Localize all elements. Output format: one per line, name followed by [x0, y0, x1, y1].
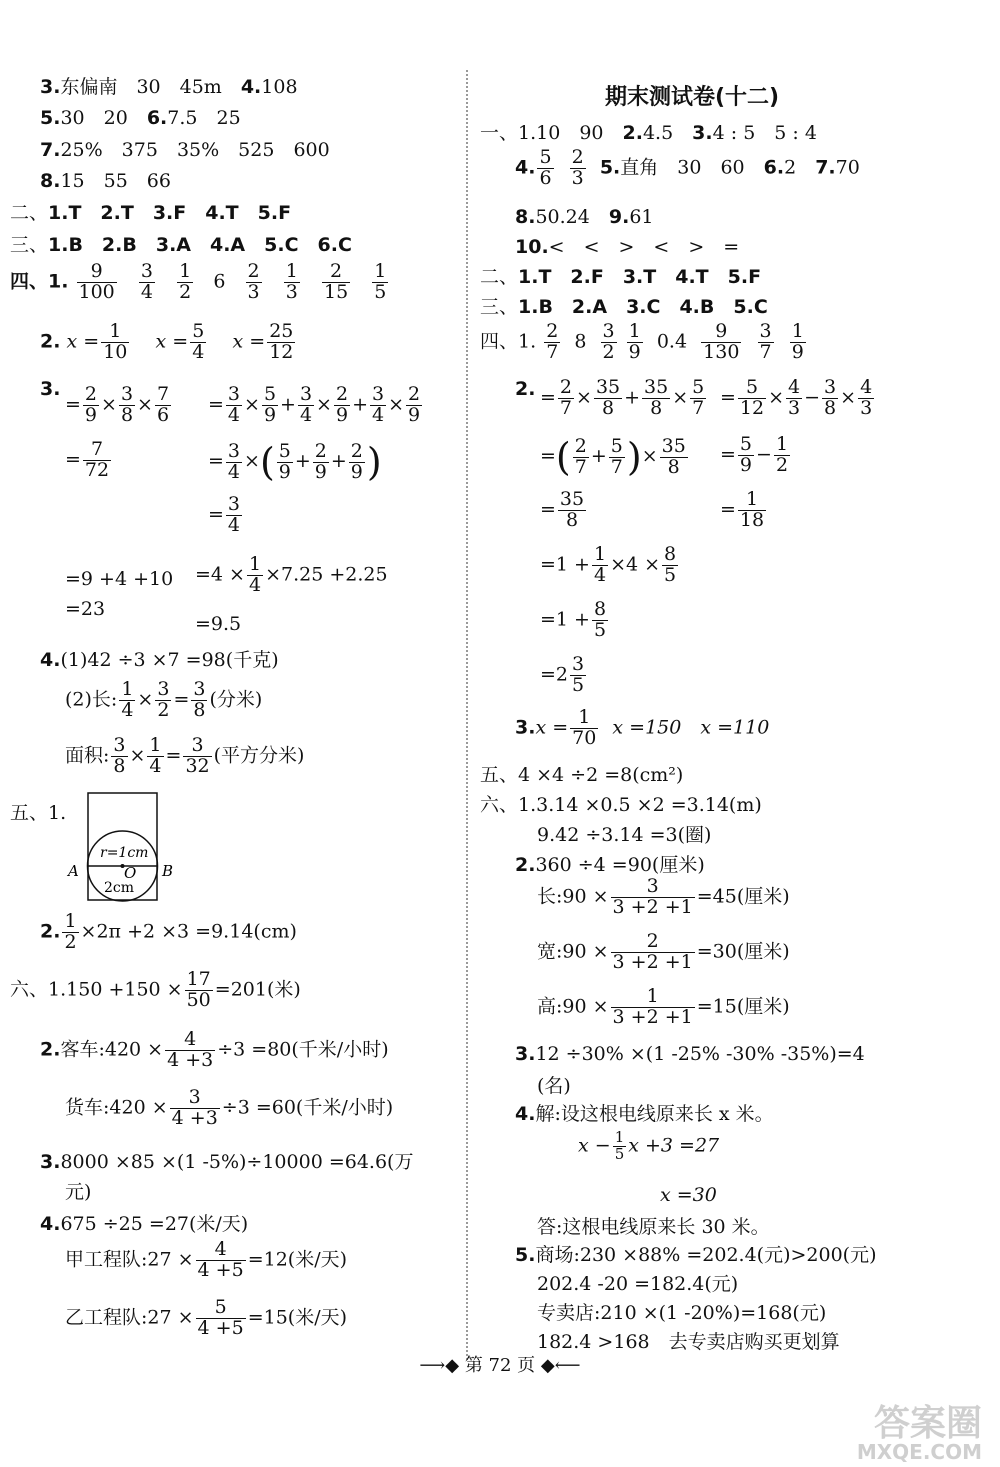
liu-2b: 货车:420 × $\frac{3}{4 +3}$ ÷3 =60(千米/小时): [65, 1086, 394, 1129]
answer-line: 5.30 20 6.7.5 25: [40, 107, 241, 129]
yi-line1: 一、1.10 90 2.4.5 3.4 : 5 5 : 4: [480, 122, 817, 144]
r-liu-2a: 长:90 × $\frac{3}{3 +2 +1}$ =45(厘米): [537, 875, 790, 918]
page-number: ⟶◆ 第 72 页 ◆⟵: [419, 1355, 581, 1376]
section-er: 二、1.T 2.T 3.F 4.T 5.F: [10, 202, 292, 224]
calc-b-line2: = $\frac{3}{4}$ ×( $\frac{5}{9}$ + $\frac{2}{9}$ + $\frac{2}{9}$ ): [208, 439, 382, 484]
r-si-3: 3.x = $\frac{1}{70}$ x =150 x =110: [515, 706, 770, 749]
footer-arrow-right-icon: ◆⟵: [540, 1355, 581, 1376]
r-liu-4: 4.解:设这根电线原来长 x 米。: [515, 1103, 774, 1125]
calc-c-line1: =9 +4 +10: [65, 568, 174, 590]
r-calc-c2: =1 + $\frac{8}{5}$: [540, 598, 607, 641]
footer-arrow-left-icon: ⟶◆: [419, 1355, 460, 1376]
r-section-san: 三、1.B 2.A 3.C 4.B 5.C: [480, 296, 768, 318]
page-title: 期末测试卷(十二): [605, 85, 780, 110]
r-calc-c3: =2 $\frac{3}{5}$: [540, 653, 585, 696]
section-si-3: 3.: [40, 378, 61, 400]
watermark-url: MXQE.COM: [856, 1440, 982, 1464]
yi-line3: 8.50.24 9.61: [515, 206, 654, 228]
calc-d-line1: =4 × $\frac{1}{4}$ ×7.25 +2.25: [195, 553, 388, 596]
calc-a-line1: = $\frac{2}{9}$ × $\frac{3}{8}$ × $\frac{7}{6}$: [65, 383, 170, 426]
section-wu-1: 五、1.: [10, 802, 67, 824]
r-section-si-1: 四、1. $\frac{2}{7}$ 8 $\frac{3}{2}$ $\frac{1}{9}$ 0.4 $\frac{9}{130}$ $\frac{3}{7}$ $\frac{1}{9}$: [480, 320, 804, 363]
q4-line1: 4.(1)42 ÷3 ×7 =98(千克): [40, 649, 279, 671]
liu-4: 4.675 ÷25 =27(米/天): [40, 1213, 249, 1235]
answer-line: 8.15 55 66: [40, 170, 171, 192]
r-calc-a2: =( $\frac{2}{7}$ + $\frac{5}{7}$ )× $\frac{35}{8}$: [540, 434, 686, 479]
svg-text:r=1cm: r=1cm: [100, 845, 149, 861]
r-liu-3b: (名): [537, 1075, 571, 1097]
liu-4a: 甲工程队:27 × $\frac{4}{4 +5}$ =12(米/天): [65, 1238, 348, 1281]
r-liu-5: 5.商场:230 ×88% =202.4(元)>200(元): [515, 1244, 877, 1266]
circle-in-rectangle-figure: [66, 790, 186, 910]
r-liu-1b: 9.42 ÷3.14 =3(圈): [537, 824, 712, 846]
liu-2a: 2.客车:420 × $\frac{4}{4 +3}$ ÷3 =80(千米/小时): [40, 1028, 389, 1071]
r-calc-c1: =1 + $\frac{1}{4}$ ×4 × $\frac{8}{5}$: [540, 543, 677, 586]
r-calc-a1: = $\frac{2}{7}$ × $\frac{35}{8}$ + $\frac{35}{8}$ × $\frac{5}{7}$: [540, 376, 705, 419]
r-calc-b2: = $\frac{5}{9}$ − $\frac{1}{2}$: [720, 433, 789, 476]
answer-line: 7.25% 375 35% 525 600: [40, 139, 330, 161]
section-san: 三、1.B 2.B 3.A 4.A 5.C 6.C: [10, 234, 352, 256]
answer-line: 3.东偏南 30 45m 4.108: [40, 76, 298, 98]
yi-line2: 4. $\frac{5}{6}$ $\frac{2}{3}$ 5.直角 30 60 6.2 7.70: [515, 146, 860, 189]
svg-text:B: B: [162, 862, 174, 880]
q4-line3: 面积: $\frac{3}{8}$ × $\frac{1}{4}$ = $\frac{3}{32}$ (平方分米): [65, 734, 305, 777]
calc-b-line3: = $\frac{3}{4}$: [208, 493, 241, 536]
section-si-1: 四、1. $\frac{9}{100}$ $\frac{3}{4}$ $\frac{1}{2}$ 6 $\frac{2}{3}$ $\frac{1}{3}$ $\frac{2}{15}$ $\frac{1}{5}$: [10, 260, 387, 303]
r-liu-5c: 专卖店:210 ×(1 -20%)=168(元): [537, 1302, 827, 1324]
r-calc-b1: = $\frac{5}{12}$ × $\frac{4}{3}$ − $\frac{3}{8}$ × $\frac{4}{3}$: [720, 376, 873, 419]
r-liu-5b: 202.4 -20 =182.4(元): [537, 1273, 739, 1295]
r-liu-5d: 182.4 >168 去专卖店购买更划算: [537, 1331, 840, 1353]
calc-b-line1: = $\frac{3}{4}$ × $\frac{5}{9}$ + $\frac{3}{4}$ × $\frac{2}{9}$ + $\frac{3}{4}$ × $\frac{2}{9}$: [208, 383, 421, 426]
liu-3b: 元): [65, 1181, 92, 1203]
r-liu-1: 六、1.3.14 ×0.5 ×2 =3.14(m): [480, 794, 762, 816]
q4-line2: (2)长: $\frac{1}{4}$ × $\frac{3}{2}$ = $\frac{3}{8}$ (分米): [65, 678, 263, 721]
r-wu: 五、4 ×4 ÷2 =8(cm²): [480, 764, 684, 786]
r-section-er: 二、1.T 2.F 3.T 4.T 5.F: [480, 266, 762, 288]
r-calc-b3: = $\frac{1}{18}$: [720, 488, 765, 531]
calc-c-line2: =23: [65, 598, 106, 620]
r-liu-4-ans: 答:这根电线原来长 30 米。: [537, 1216, 770, 1238]
calc-a-line2: = $\frac{7}{72}$: [65, 438, 110, 481]
liu-1: 六、1.150 +150 × $\frac{17}{50}$ =201(米): [10, 968, 301, 1011]
calc-d-line2: =9.5: [195, 613, 242, 635]
section-si-2: 2. x = $\frac{1}{10}$ x = $\frac{5}{4}$ x = $\frac{25}{12}$: [40, 320, 294, 363]
liu-4b: 乙工程队:27 × $\frac{5}{4 +5}$ =15(米/天): [65, 1296, 348, 1339]
wu-2: 2. $\frac{1}{2}$ ×2π +2 ×3 =9.14(cm): [40, 910, 297, 953]
r-si-2: 2.: [515, 378, 536, 400]
r-liu-4-x: x =30: [660, 1184, 717, 1206]
r-liu-2c: 高:90 × $\frac{1}{3 +2 +1}$ =15(厘米): [537, 985, 790, 1028]
svg-text:2cm: 2cm: [104, 880, 135, 896]
r-liu-4-eq: x − $\frac{1}{5}$ x +3 =27: [578, 1128, 720, 1163]
liu-3: 3.8000 ×85 ×(1 -5%)÷10000 =64.6(万: [40, 1151, 414, 1173]
column-divider: [466, 70, 468, 1360]
r-liu-3: 3.12 ÷30% ×(1 -25% -30% -35%)=4: [515, 1043, 865, 1065]
svg-text:O: O: [124, 864, 137, 882]
svg-text:A: A: [68, 862, 79, 880]
yi-line4: 10.< < > < > =: [515, 236, 740, 258]
r-liu-2: 2.360 ÷4 =90(厘米): [515, 854, 705, 876]
r-liu-2b: 宽:90 × $\frac{2}{3 +2 +1}$ =30(厘米): [537, 930, 790, 973]
watermark-logo: 答案圈: [873, 1403, 982, 1444]
r-calc-a3: = $\frac{35}{8}$: [540, 488, 585, 531]
